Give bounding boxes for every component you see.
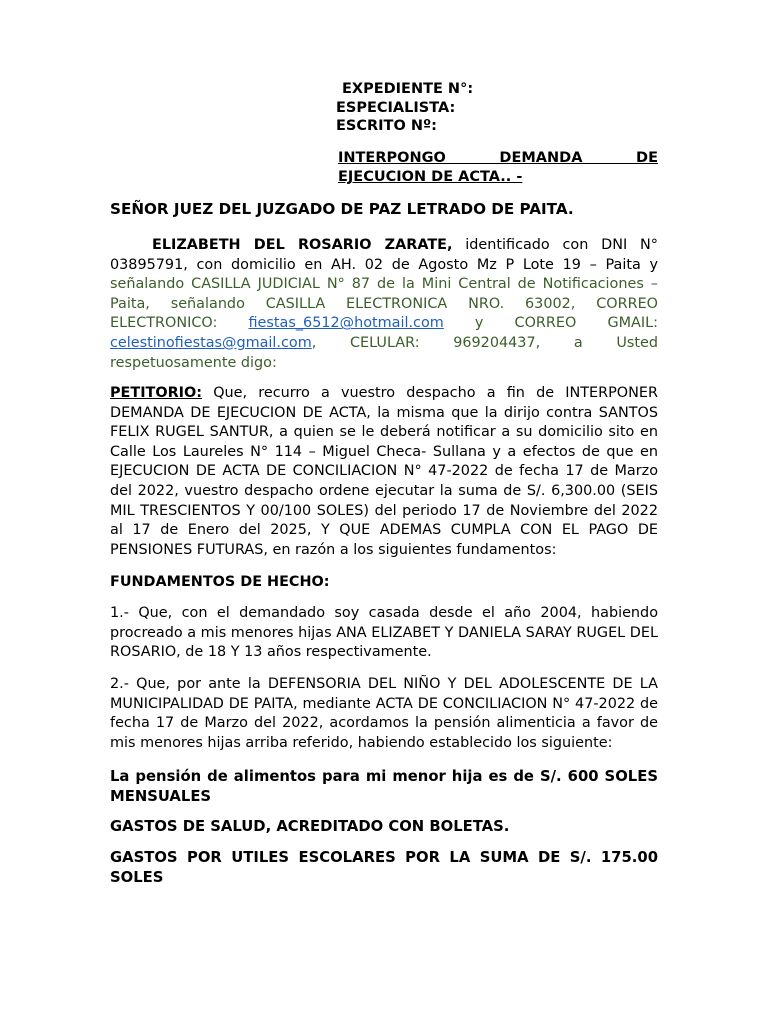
fundamentos-heading: FUNDAMENTOS DE HECHO: <box>110 574 330 590</box>
escrito-label: ESCRITO Nº: <box>336 118 437 134</box>
expediente-label: EXPEDIENTE N°: <box>342 81 474 97</box>
addressee: SEÑOR JUEZ DEL JUZGADO DE PAZ LETRADO DE PAITA. <box>110 200 574 218</box>
intro-text: identificado con DNI N° 03895791, con domicilio en AH. 02 de Agosto Mz P Lote 19 – Paita y <box>110 237 658 273</box>
title-line-1: INTERPONGO DEMANDA DE <box>338 150 658 166</box>
petitorio-paragraph <box>110 384 658 560</box>
intro-paragraph <box>110 236 658 373</box>
document-title <box>338 149 658 187</box>
pension-amount: La pensión de alimentos para mi menor hija es de S/. 600 SOLES MENSUALES <box>110 768 658 805</box>
intro-gmail-label: y CORREO GMAIL: <box>443 315 658 332</box>
plaintiff-name: ELIZABETH DEL ROSARIO ZARATE, <box>152 237 453 253</box>
case-header <box>336 80 666 136</box>
intro-casilla-text: señalando CASILLA JUDICIAL N° 87 de la Mini Central de Notificaciones – Paita, señalando CASILLA ELECTRONICA NRO. 63002, CORREO ELECTRONICO: <box>110 276 658 332</box>
email-gmail-link[interactable]: celestinofiestas@gmail.com <box>110 334 312 351</box>
especialista-label: ESPECIALISTA: <box>336 99 456 116</box>
petitorio-text: Que, recurro a vuestro despacho a fin de INTERPONER DEMANDA DE EJECUCION DE ACTA, la misma que la dirijo contra SANTOS FELIX RUGEL SANTUR, a quien se le deberá notificar a su domicilio sito en Calle Los Laureles N° 114 – Miguel Checa- Sullana y a efectos de que en EJECUCION DE ACTA DE CONCILIACION N° 47-2022 de fecha 17 de Marzo del 2022, vuestro despacho ordene ejecutar la suma de S/. 6,300.00 (SEIS MIL TRESCIENTOS Y 00/100 SOLES) del periodo 17 de Noviembre del 2022 al 17 de Enero del 2025, Y QUE ADEMAS CUMPLA CON EL PAGO DE PENSIONES FUTURAS, en razón a los siguientes fundamentos: <box>110 385 658 558</box>
fundamento-1: 1.- Que, con el demandado soy casada desde el año 2004, habiendo procreado a mis menores hijas ANA ELIZABET Y DANIELA SARAY RUGEL DEL ROSARIO, de 18 Y 13 años respectivamente. <box>110 605 658 661</box>
intro-closing: , CELULAR: 969204437, a Usted respetuosamente digo: <box>110 334 658 371</box>
school-expenses: GASTOS POR UTILES ESCOLARES POR LA SUMA DE S/. 175.00 SOLES <box>110 849 658 886</box>
fundamento-2: 2.- Que, por ante la DEFENSORIA DEL NIÑO Y DEL ADOLESCENTE DE LA MUNICIPALIDAD DE PAITA, mediante ACTA DE CONCILIACION N° 47-2022 de fecha 17 de Marzo del 2022, acordamos la pensión alimenticia a favor de mis menores hijas arriba referido, habiendo establecido los siguiente: <box>110 676 658 751</box>
title-line-2: EJECUCION DE ACTA.. - <box>338 169 523 185</box>
email-hotmail-link[interactable]: fiestas_6512@hotmail.com <box>248 315 444 332</box>
petitorio-label: PETITORIO: <box>110 385 203 401</box>
health-expenses: GASTOS DE SALUD, ACREDITADO CON BOLETAS. <box>110 818 510 835</box>
